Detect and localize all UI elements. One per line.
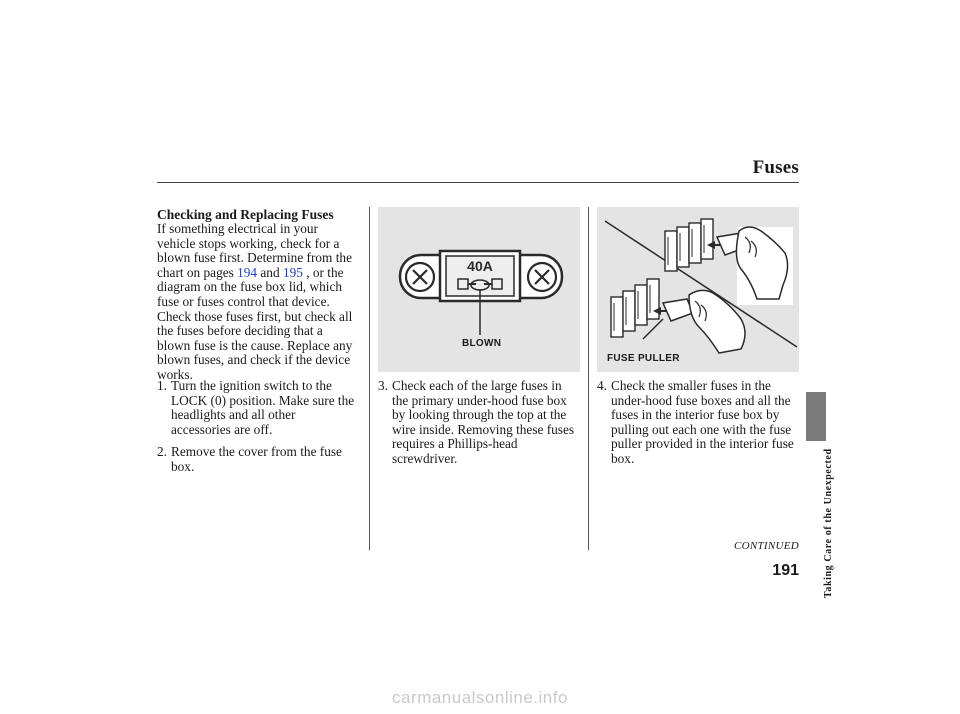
intro-text: , or the	[302, 264, 344, 280]
fuse-puller-callout: FUSE PULLER	[607, 353, 680, 364]
step-line: by looking through the top at the	[392, 407, 567, 423]
intro-line: blown fuse is the cause. Replace any	[157, 337, 353, 353]
step-line: Check the smaller fuses in the	[611, 378, 771, 393]
chapter-tab	[806, 392, 826, 441]
step-number: 1.	[157, 378, 167, 393]
step-line: screwdriver.	[392, 450, 458, 466]
section-heading: Checking and Replacing Fuses	[157, 207, 334, 222]
page-number: 191	[772, 562, 799, 579]
step-line: fuses in the interior fuse box by	[611, 407, 780, 423]
step-number: 3.	[378, 378, 388, 393]
fuse-rating-label: 40A	[467, 258, 493, 274]
blown-callout: BLOWN	[462, 338, 502, 349]
page-link-194[interactable]: 194	[237, 264, 258, 280]
intro-line: blown fuse first. Determine from the	[157, 250, 352, 266]
intro-line: Check those fuses first, but check all	[157, 308, 353, 324]
step-line: box.	[171, 458, 195, 474]
intro-line: diagram on the fuse box lid, which	[157, 279, 343, 295]
step-2	[157, 445, 362, 474]
step-number: 2.	[157, 444, 167, 459]
step-line: headlights and all other	[171, 407, 296, 423]
intro-line: If something electrical in your	[157, 221, 318, 236]
intro-text: chart on pages	[157, 264, 238, 280]
step-text	[157, 445, 362, 474]
step-line: puller provided in the interior fuse	[611, 436, 794, 452]
column-divider-1	[369, 207, 370, 550]
intro-line: vehicle stops working, check for a	[157, 235, 340, 251]
chapter-tab-text: Taking Care of the Unexpected	[823, 448, 834, 598]
column-divider-2	[588, 207, 589, 550]
step-text	[378, 379, 583, 467]
intro-line: the fuses before deciding that a	[157, 323, 323, 339]
step-line: accessories are off.	[171, 421, 273, 437]
fuse-puller-illustration	[597, 207, 799, 372]
continued-marker: CONTINUED	[733, 540, 799, 552]
step-text	[157, 379, 362, 437]
step-line: Turn the ignition switch to the	[171, 378, 332, 393]
step-1	[157, 379, 362, 437]
header-rule	[157, 182, 799, 183]
intro-line	[157, 266, 362, 281]
step-4	[597, 379, 802, 467]
step-line: LOCK (0) position. Make sure the	[171, 392, 355, 408]
step-3	[378, 379, 583, 467]
chapter-tab-label	[808, 448, 834, 598]
page-title: Fuses	[752, 157, 799, 178]
step-line: box.	[611, 450, 635, 466]
step-line: wire inside. Removing these fuses	[392, 421, 575, 437]
intro-paragraph	[157, 222, 362, 383]
step-line: the primary under-hood fuse box	[392, 392, 567, 408]
intro-line: works.	[157, 366, 193, 382]
step-text	[597, 379, 802, 467]
intro-line: blown fuses, and check if the device	[157, 352, 351, 368]
intro-text: and	[257, 264, 283, 280]
page-link-195[interactable]: 195	[282, 264, 303, 280]
step-line: Remove the cover from the fuse	[171, 444, 342, 459]
step-line: requires a Phillips-head	[392, 436, 518, 452]
step-number: 4.	[597, 378, 607, 393]
watermark: carmanualsonline.info	[392, 688, 568, 707]
step-line: under-hood fuse boxes and all the	[611, 392, 791, 408]
fuse-puller-figure	[597, 207, 799, 372]
large-fuse-figure	[378, 207, 580, 372]
intro-line: fuse or fuses control that device.	[157, 293, 330, 309]
step-line: Check each of the large fuses in	[392, 378, 562, 393]
step-line: pulling out each one with the fuse	[611, 421, 792, 437]
